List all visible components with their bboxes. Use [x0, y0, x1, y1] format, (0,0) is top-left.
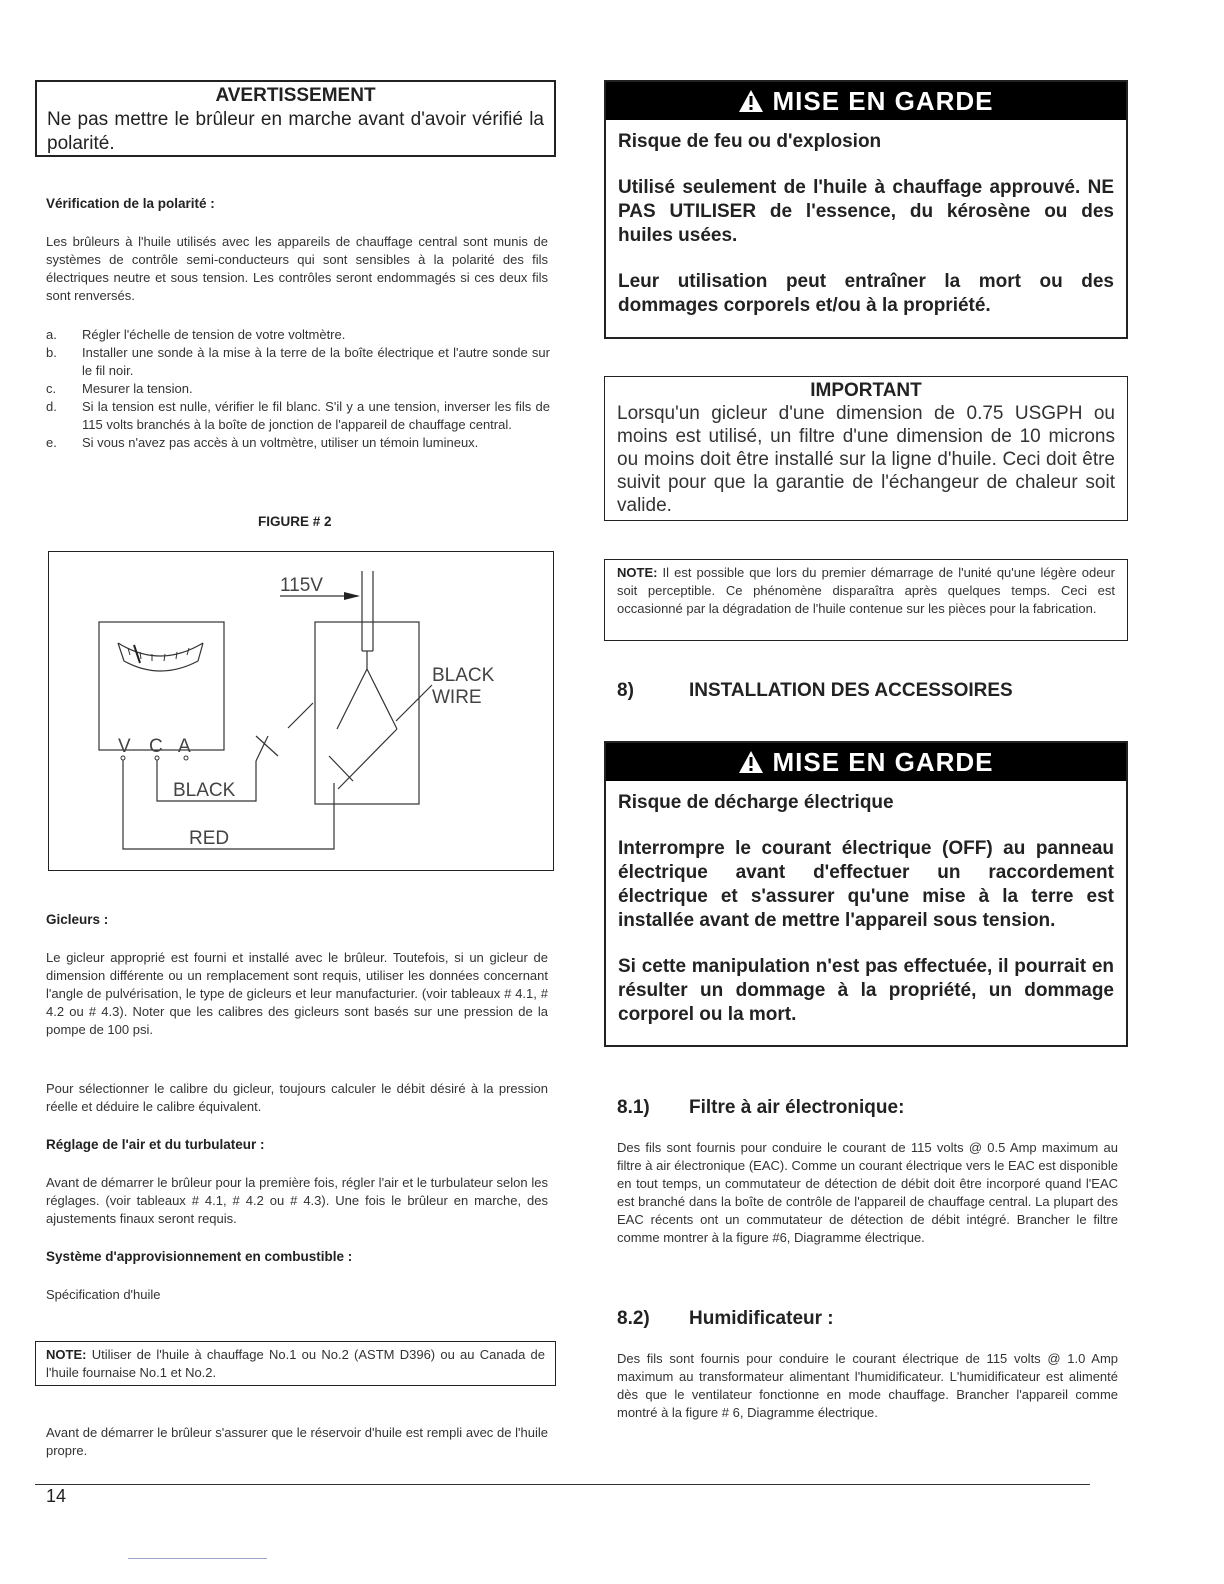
warning-triangle-icon — [738, 89, 764, 113]
section-8-1-text: Des fils sont fournis pour conduire le courant de 115 volts @ 0.5 Amp maximum au filtre à air électronique (EAC). Comme un courant électrique vers le EAC est disponible en tout temps, un commutateur de détection de débit doit être incorporé quand l'EAC est branché dans la boîte de contrôle de l'appareil de chauffage central. La plupart des EAC récents ont un commutateur de détection de débit intégré. Brancher le filtre comme montrer à la figure #6, Diagramme électrique. — [617, 1140, 1118, 1245]
label-black-wire-1: BLACK — [431, 664, 494, 686]
section-8-number: 8) — [617, 680, 634, 701]
odor-note-label: NOTE: — [617, 565, 658, 580]
caution-electric-header — [606, 743, 1126, 781]
nozzles-heading: Gicleurs : — [46, 912, 109, 927]
label-black-wire-2: WIRE — [431, 686, 482, 708]
section-8-2-title: Humidificateur : — [689, 1308, 834, 1329]
polarity-intro: Les brûleurs à l'huile utilisés avec les appareils de chauffage central sont munis de systèmes de contrôle semi-conducteurs qui sont sensibles à la polarité des fils électriques neutre et sous tension. Les contrôles seront endommagés si ces deux fils sont renversés. — [46, 234, 548, 303]
voltmeter-body — [99, 622, 224, 750]
warning-triangle-icon — [738, 750, 764, 774]
caution-fire-title: MISE EN GARDE — [772, 86, 994, 116]
section-8-2-number: 8.2) — [617, 1308, 650, 1329]
fuel-note-text: Utiliser de l'huile à chauffage No.1 ou No.2 (ASTM D396) ou au Canada de l'huile fournaise No.1 et No.2. — [46, 1347, 545, 1380]
important-title: IMPORTANT — [810, 380, 922, 401]
fuel-p1: Spécification d'huile — [46, 1287, 161, 1302]
caution-fire-header — [606, 82, 1126, 120]
air-p1: Avant de démarrer le brûleur pour la première fois, régler l'air et le turbulateur selon les réglages. (voir tableaux # 4.1, # 4.2 ou # 4.3). Une fois le brûleur en marche, des ajustements finaux seront requis. — [46, 1175, 548, 1226]
section-8-2-text: Des fils sont fournis pour conduire le courant électrique de 115 volts @ 1.0 Amp maximum au transformateur alimentant l'humidificateur. L'humidificateur est alimenté dès que le ventilateur fonctionne en mode chauffage. Brancher l'appareil comme montré à la figure # 6, Diagramme électrique. — [617, 1351, 1118, 1420]
caution-fire-p3: Leur utilisation peut entraîner la mort ou des dommages corporels et/ou à la propriété. — [618, 271, 1114, 316]
warning-text: Ne pas mettre le brûleur en marche avant d'avoir vérifié la polarité. — [47, 109, 544, 154]
air-heading: Réglage de l'air et du turbulateur : — [46, 1137, 265, 1152]
caution-fire-p2: Utilisé seulement de l'huile à chauffage approuvé. NE PAS UTILISER de l'essence, du kérosène ou des huiles usées. — [618, 177, 1114, 246]
warning-title: AVERTISSEMENT — [215, 85, 376, 106]
label-115v: 115V — [279, 574, 323, 596]
caution-electric-p2: Interrompre le courant électrique (OFF) au panneau électrique avant d'effectuer un raccordement électrique et s'assurer qu'une mise à la terre est installée avant de mettre l'appareil sous tension. — [618, 838, 1114, 931]
section-8-title: INSTALLATION DES ACCESSOIRES — [689, 680, 1013, 701]
list-item: b. Installer une sonde à la mise à la terre de la boîte électrique et l'autre sonde sur le fil noir. — [46, 345, 550, 378]
meter-label-a: A — [177, 735, 191, 757]
label-black: BLACK — [172, 779, 235, 801]
meter-dial — [118, 643, 203, 671]
footer-rule — [35, 1484, 1090, 1485]
bottom-mark — [128, 1558, 267, 1559]
figure-caption: FIGURE # 2 — [258, 514, 332, 529]
fuel-note-box — [35, 1341, 556, 1386]
polarity-heading: Vérification de la polarité : — [46, 196, 215, 211]
section-8-1-title: Filtre à air électronique: — [689, 1097, 905, 1118]
warning-box — [35, 80, 556, 157]
caution-fire-box — [604, 80, 1128, 339]
list-item: e. Si vous n'avez pas accès à un voltmètre, utiliser un témoin lumineux. — [46, 435, 479, 450]
odor-note-box — [604, 559, 1128, 641]
caution-fire-p1: Risque de feu ou d'explosion — [618, 131, 882, 152]
caution-electric-title: MISE EN GARDE — [772, 747, 994, 777]
important-box — [604, 376, 1128, 521]
caution-electric-box — [604, 741, 1128, 1047]
list-item: c. Mesurer la tension. — [46, 381, 193, 396]
list-item: a. Régler l'échelle de tension de votre voltmètre. — [46, 327, 346, 342]
figure-2-diagram — [48, 551, 554, 871]
fuel-heading: Système d'approvisionnement en combustible : — [46, 1249, 353, 1264]
important-text: Lorsqu'un gicleur d'une dimension de 0.75 USGPH ou moins est utilisé, un filtre d'une dimension de 10 microns ou moins doit être installé sur la ligne d'huile. Ceci doit être suivit pour que la garantie de l'échangeur de chaleur soit valide. — [617, 403, 1115, 516]
list-item: d. Si la tension est nulle, vérifier le fil blanc. S'il y a une tension, inverser les fils de 115 volts branchés à la boîte de jonction de l'appareil de chauffage central. — [46, 399, 550, 432]
fuel-note-label: NOTE: — [46, 1347, 87, 1362]
odor-note-text: Il est possible que lors du premier démarrage de l'unité qu'une légère odeur soit perceptible. Ce phénomène disparaîtra après quelques temps. Ceci est occasionné par la dégradation de l'huile contenue sur les pièces pour la fabrication. — [617, 565, 1115, 616]
label-red: RED — [188, 827, 229, 849]
section-8-1-number: 8.1) — [617, 1097, 650, 1118]
polarity-steps — [46, 326, 550, 452]
meter-label-v: V — [117, 735, 131, 757]
caution-electric-body — [606, 781, 1126, 1031]
fuel-p2: Avant de démarrer le brûleur s'assurer que le réservoir d'huile est rempli avec de l'huile propre. — [46, 1425, 548, 1458]
page-number: 14 — [46, 1486, 67, 1506]
caution-electric-p1: Risque de décharge électrique — [618, 792, 894, 813]
meter-label-c: C — [148, 735, 163, 757]
nozzles-p1: Le gicleur approprié est fourni et installé avec le brûleur. Toutefois, si un gicleur de dimension différente ou un remplacement sont requis, utiliser les données concernant l'angle de pulvérisation, le type de gicleurs et leur manufacturier. (voir tableaux # 4.1, # 4.2 ou # 4.3). Noter que les calibres des gicleurs sont basés sur une pression de la pompe de 100 psi. — [46, 950, 548, 1037]
caution-electric-p3: Si cette manipulation n'est pas effectuée, il pourrait en résulter un dommage à la propriété, un dommage corporel ou la mort. — [618, 956, 1114, 1025]
nozzles-p2: Pour sélectionner le calibre du gicleur, toujours calculer le débit désiré à la pression réelle et déduire le calibre équivalent. — [46, 1081, 548, 1114]
caution-fire-body — [606, 120, 1126, 322]
